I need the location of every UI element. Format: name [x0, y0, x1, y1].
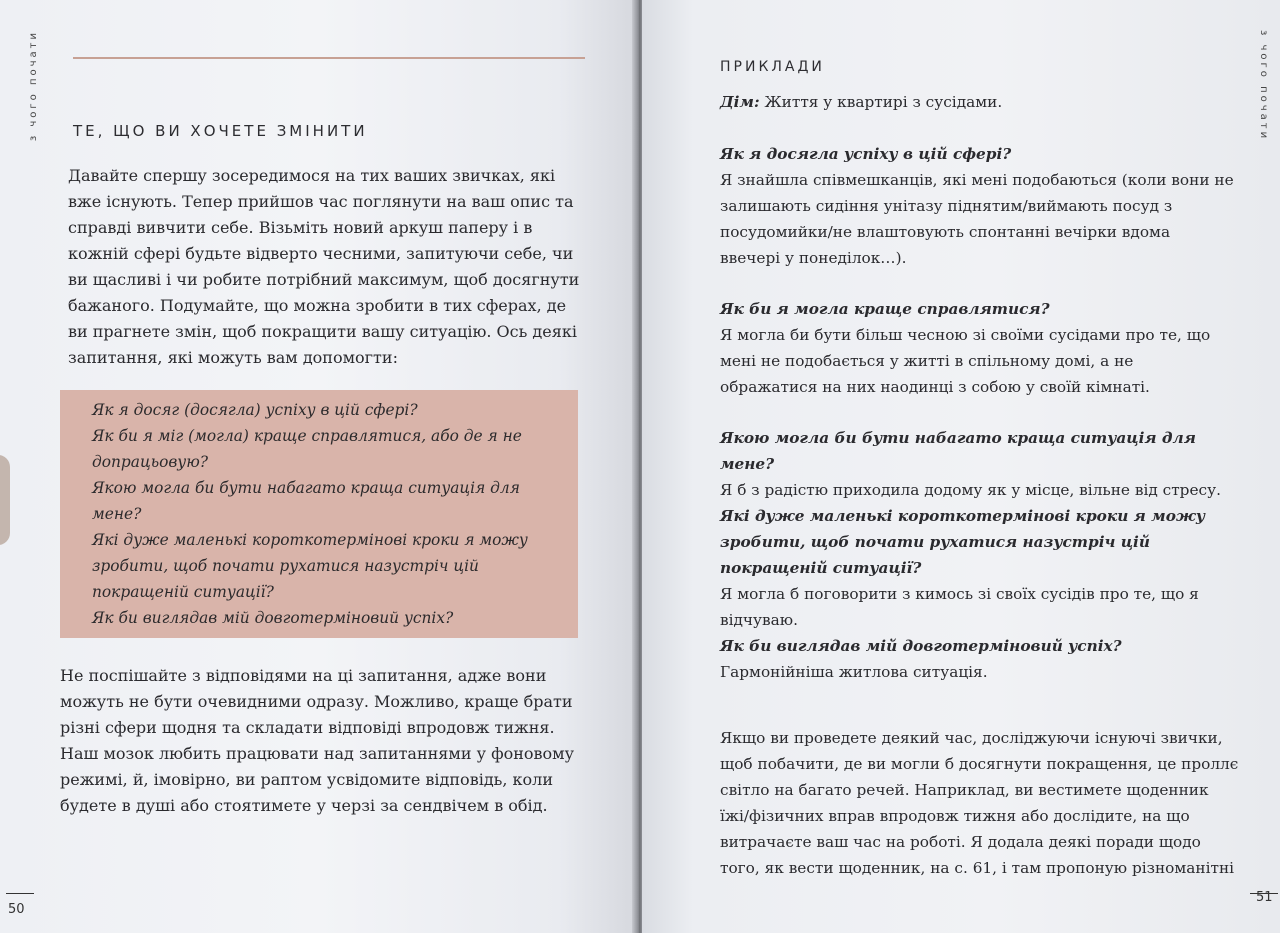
- closing-paragraph: Якщо ви проведете деякий час, досліджуючи існуючі звички, щоб побачити, де ви могли б досягнути покращення, це проллє світло на багато речей. Наприклад, ви вестимете щоденник їжі/фізичних вправ впродовж тижня або дослідите, на що витрачаєте ваш час на роботі. Я додала деякі поради щодо того, як вести щоденник, на с. 61, і там пропоную різноманітні: [720, 729, 1239, 878]
- home-label: Дім:: [720, 93, 760, 111]
- example-question: Які дуже маленькі короткотермінові кроки я можу зробити, щоб почати рухатися назустріч цій покращеній ситуації?: [720, 507, 1206, 577]
- example-question: Як я досягла успіху в цій сфері?: [720, 145, 1012, 163]
- running-head-left: з чого почати: [28, 30, 39, 142]
- example-question: Як би виглядав мій довготерміновий успіх?: [720, 637, 1122, 655]
- outro-paragraph: Не поспішайте з відповідями на ці запитання, адже вони можуть не бути очевидними одразу. Можливо, краще брати різні сфери щодня та складати відповіді впродовж тижня. Наш мозок любить працювати над запитаннями у фоновому режимі, й, імовірно, ви раптом усвідомите відповідь, коли будете в душі або стоятимете у черзі за сендвічем в обід.: [60, 666, 575, 815]
- page-number-left: 50: [8, 902, 25, 917]
- folio-rule-left: [6, 893, 34, 894]
- question-item: Як я досяг (досягла) успіху в цій сфері?: [92, 401, 418, 419]
- example-block: [720, 296, 1235, 400]
- question-item: Як би я міг (могла) краще справлятися, або де я не допрацьовую?: [92, 427, 522, 471]
- right-page: [642, 0, 1280, 933]
- example-block: [720, 141, 1235, 271]
- example-question: Якою могла би бути набагато краща ситуація для мене?: [720, 429, 1196, 473]
- question-item: Які дуже маленькі короткотермінові кроки я можу зробити, щоб почати рухатися назустріч цій покращеній ситуації?: [92, 531, 528, 601]
- running-head-right: з чого почати: [1258, 30, 1269, 142]
- example-answer: Я б з радістю приходила додому як у місце, вільне від стресу.: [720, 481, 1221, 499]
- left-page: [0, 0, 636, 933]
- example-block: [720, 503, 1235, 633]
- example-answer: Я знайшла співмешканців, які мені подобаються (коли вони не залишають сидіння унітазу піднятим/виймають посуд з посудомийки/не влаштовують спонтанні вечірки вдома ввечері у понеділок…).: [720, 171, 1234, 267]
- example-answer: Гармонійніша житлова ситуація.: [720, 663, 988, 681]
- home-text: Життя у квартирі з сусідами.: [764, 93, 1003, 111]
- example-question: Як би я могла краще справлятися?: [720, 300, 1050, 318]
- example-answer: Я могла б поговорити з кимось зі своїх сусідів про те, що я відчуваю.: [720, 585, 1199, 629]
- question-item: Якою могла би бути набагато краща ситуація для мене?: [92, 479, 520, 523]
- section-title: ТЕ, ЩО ВИ ХОЧЕТЕ ЗМІНИТИ: [73, 122, 368, 140]
- top-rule: [73, 57, 585, 59]
- example-block: [720, 633, 1235, 685]
- example-answer: Я могла би бути більш чесною зі своїми сусідами про те, що мені не подобається у житті в спільному домі, а не ображатися на них наодинці з собою у своїй кімнаті.: [720, 326, 1211, 396]
- question-item: Як би виглядав мій довготерміновий успіх?: [92, 609, 454, 627]
- question-box: [60, 390, 578, 638]
- examples-heading: ПРИКЛАДИ: [720, 59, 825, 75]
- page-number-right: 51: [1256, 890, 1273, 905]
- thumb-shadow: [0, 455, 10, 545]
- example-block: [720, 425, 1235, 503]
- intro-paragraph: Давайте спершу зосередимося на тих ваших звичках, які вже існують. Тепер прийшов час поглянути на ваш опис та справді вивчити себе. Візьміть новий аркуш паперу і в кожній сфері будьте відверто чесними, запитуючи себе, чи ви щасливі і чи робите потрібний максимум, щоб досягнути бажаного. Подумайте, що можна зробити в тих сферах, де ви прагнете змін, щоб покращити вашу ситуацію. Ось деякі запитання, які можуть вам допомогти:: [68, 166, 580, 367]
- home-line: [720, 89, 1235, 115]
